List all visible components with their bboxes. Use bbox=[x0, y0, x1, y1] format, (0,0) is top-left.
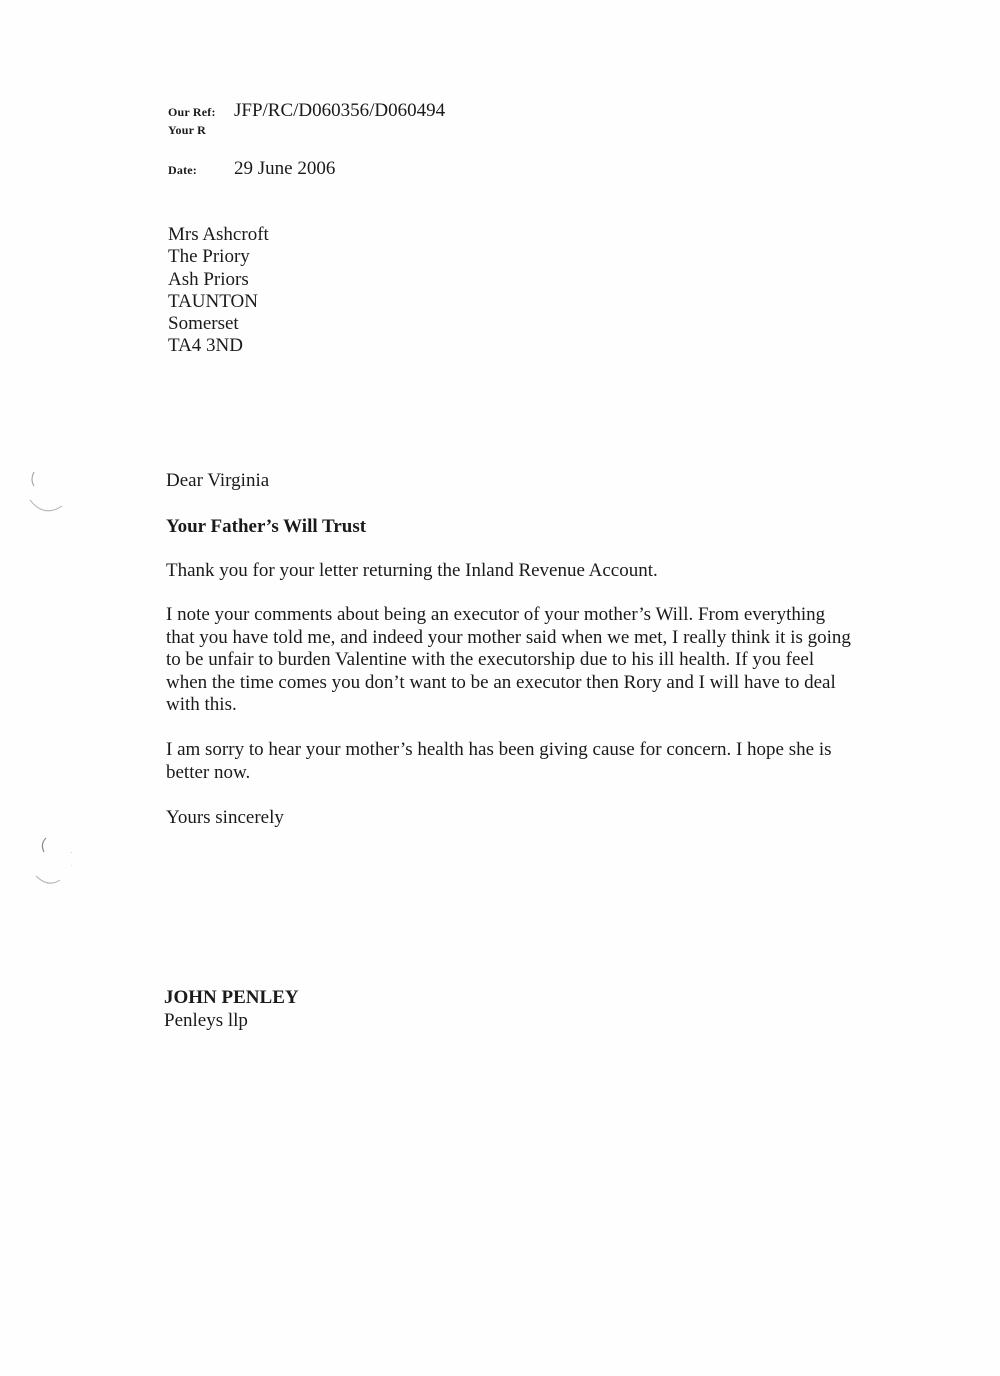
address-line: TAUNTON bbox=[168, 290, 258, 312]
recipient-address bbox=[168, 224, 269, 358]
our-ref-label: Our Ref: bbox=[168, 105, 216, 119]
body-paragraph: Thank you for your letter returning the Inland Revenue Account. bbox=[166, 560, 658, 581]
date-row bbox=[168, 158, 335, 180]
date-value: 29 June 2006 bbox=[234, 158, 336, 179]
date-label: Date: bbox=[168, 163, 197, 177]
punch-hole-mark-icon bbox=[22, 466, 72, 526]
our-ref-value: JFP/RC/D060356/D060494 bbox=[234, 100, 446, 121]
reference-block bbox=[168, 100, 445, 138]
signatory-firm: Penleys llp bbox=[164, 1010, 248, 1031]
your-ref-label: Your R bbox=[168, 123, 206, 137]
address-line: Somerset bbox=[168, 313, 239, 335]
body-paragraph: I am sorry to hear your mother’s health has been giving cause for concern. I hope she is better now. bbox=[166, 739, 832, 783]
our-ref-row bbox=[168, 100, 445, 122]
address-line: TA4 3ND bbox=[168, 335, 243, 357]
signatory-name: JOHN PENLEY bbox=[164, 987, 299, 1008]
punch-hole-mark-icon bbox=[22, 830, 72, 890]
body-paragraph: I note your comments about being an executor of your mother’s Will. From everything that you have told me, and indeed your mother said when we met, I really think it is going to be unfair to burden Valentine with the executorship due to his ill health. If you feel when the time comes you don’t want to be an executor then Rory and I will have to deal with this. bbox=[166, 604, 851, 715]
subject-heading: Your Father’s Will Trust bbox=[166, 516, 367, 537]
salutation: Dear Virginia bbox=[166, 470, 270, 491]
closing: Yours sincerely bbox=[166, 807, 284, 828]
address-line: Ash Priors bbox=[168, 268, 249, 290]
address-line: Mrs Ashcroft bbox=[168, 224, 269, 245]
address-line: The Priory bbox=[168, 246, 250, 268]
